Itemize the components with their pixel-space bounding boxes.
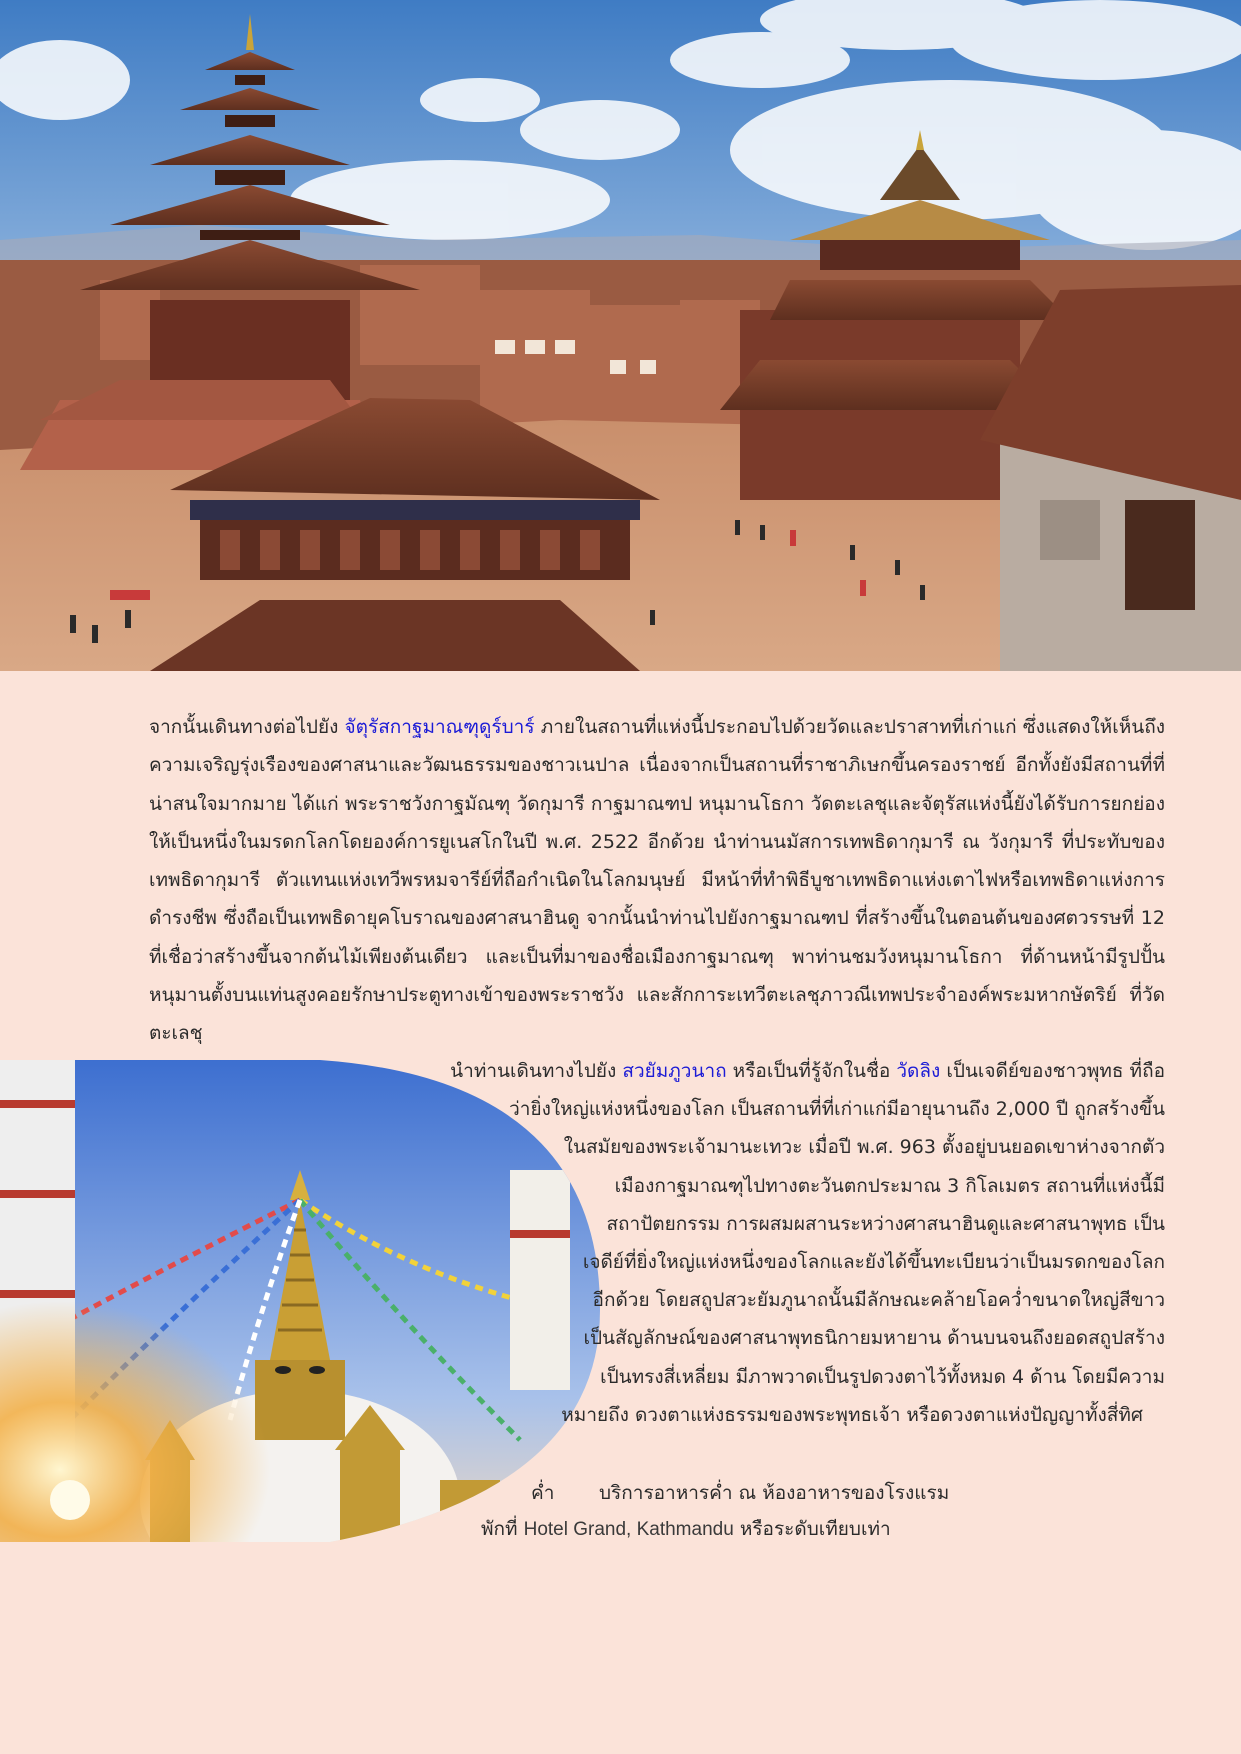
- accommodation-suffix: หรือระดับเทียบเท่า: [733, 1518, 891, 1540]
- dinner-row: [531, 1475, 949, 1511]
- kathmandu-durbar-paragraph: [149, 708, 1165, 1053]
- durbar-square-highlight: จัตุรัสกาฐมาณฑุดูร์บาร์: [344, 716, 535, 738]
- dinner-text: บริการอาหารค่ำ ณ ห้องอาหารของโรงแรม: [599, 1482, 950, 1504]
- para2-line-7: อีกด้วย โดยสถูปสวะยัมภูนาถนั้นมีลักษณะคล้ายโอคว่ำขนาดใหญ่สีขาว: [592, 1289, 1165, 1312]
- para1-intro: จากนั้นเดินทางต่อไปยัง: [149, 716, 345, 738]
- para2-line1-c: เป็นเจดีย์ของชาวพุทธ ที่ถือ: [940, 1060, 1165, 1082]
- hotel-name: Hotel Grand, Kathmandu: [523, 1519, 734, 1540]
- accommodation-row: [481, 1511, 891, 1548]
- para1-body: ภายในสถานที่แห่งนี้ประกอบไปด้วยวัดและปราสาทที่เก่าแก่ ซึ่งแสดงให้เห็นถึงความเจริญรุ่งเรืองของศาสนาและวัฒนธรรมของชาวเนปาล เนื่องจากเป็นสถานที่ราชาภิเษกขึ้นครองราชย์ อีกทั้งยังมีสถานที่ที่น่าสนใจมากมาย ได้แก่ พระราชวังกาฐมัณฑุ วัดกุมารี กาฐมาณฑป หนุมานโธกา วัดตะเลชุและจัตุรัสแห่งนี้ยังได้รับการยกย่องให้เป็นหนึ่งในมรดกโลกโดยองค์การยูเนสโกในปี พ.ศ. 2522 อีกด้วย นำท่านนมัสการเทพธิดากุมารี ณ วังกุมารี ที่ประทับของเทพธิดากุมารี ตัวแทนแห่งเทวีพรหมจารีย์ที่ถือกำเนิดในโลกมนุษย์ มีหน้าที่ทำพิธีบูชาเทพธิดาแห่งเตาไฟหรือเทพธิดาแห่งการดำรงชีพ ซึ่งถือเป็นเทพธิดายุคโบราณของศาสนาฮินดู จากนั้นนำท่านไปยังกาฐมาณฑป ที่สร้างขึ้นในตอนต้นของศตวรรษที่ 12 ที่เชื่อว่าสร้างขึ้นจากต้นไม้เพียงต้นเดียว และเป็นที่มาของชื่อเมืองกาฐมาณฑุ พาท่านชมวังหนุมานโธกา ที่ด้านหน้ามีรูปปั้นหนุมานตั้งบนแท่นสูงคอยรักษาประตูทางเข้าของพระราชวัง และสักการะเทวีตะเลชุภาวณีเทพประจำองค์พระมหากษัตริย์ ที่วัดตะเลชุ: [149, 716, 1165, 1045]
- para2-line-2: ว่ายิ่งใหญ่แห่งหนึ่งของโลก เป็นสถานที่ที่เก่าแก่มีอายุนานถึง 2,000 ปี ถูกสร้างขึ้น: [509, 1098, 1165, 1121]
- hero-photo: [0, 0, 1241, 671]
- para2-line1-b: หรือเป็นที่รู้จักในชื่อ: [726, 1060, 897, 1082]
- monkey-temple-highlight: วัดลิง: [896, 1060, 941, 1082]
- para2-line-3: ในสมัยของพระเจ้ามานะเทวะ เมื่อปี พ.ศ. 963 ตั้งอยู่บนยอดเขาห่างจากตัว: [563, 1136, 1165, 1159]
- para2-line-9: เป็นทรงสี่เหลี่ยม มีภาพวาดเป็นรูปดวงตาไว้ทั้งหมด 4 ด้าน โดยมีความ: [600, 1365, 1165, 1388]
- para2-line-1: [0, 1052, 1165, 1090]
- para2-line-8: เป็นสัญลักษณ์ของศาสนาพุทธนิกายมหายาน ด้านบนจนถึงยอดสถูปสร้าง: [583, 1327, 1165, 1350]
- para2-line-4: เมืองกาฐมาณฑุไปทางตะวันตกประมาณ 3 กิโลเมตร สถานที่แห่งนี้มี: [614, 1174, 1165, 1197]
- para2-line1-a: นำท่านเดินทางไปยัง: [450, 1060, 623, 1082]
- accommodation-label: พักที่: [481, 1518, 524, 1540]
- para2-line-5: สถาปัตยกรรม การผสมผสานระหว่างศาสนาฮินดูและศาสนาพุทธ เป็น: [606, 1212, 1165, 1235]
- para2-line-6: เจดีย์ที่ยิ่งใหญ่แห่งหนึ่งของโลกและยังได้ขึ้นทะเบียนว่าเป็นมรดกของโลก: [582, 1251, 1165, 1274]
- swayambhunath-highlight: สวยัมภูวนาถ: [622, 1060, 727, 1082]
- swayambhunath-paragraph: [0, 1052, 1165, 1434]
- dinner-label: ค่ำ: [531, 1482, 555, 1504]
- para2-line-10: หมายถึง ดวงตาแห่งธรรมของพระพุทธเจ้า หรือดวงตาแห่งปัญญาทั้งสี่ทิศ: [561, 1403, 1143, 1426]
